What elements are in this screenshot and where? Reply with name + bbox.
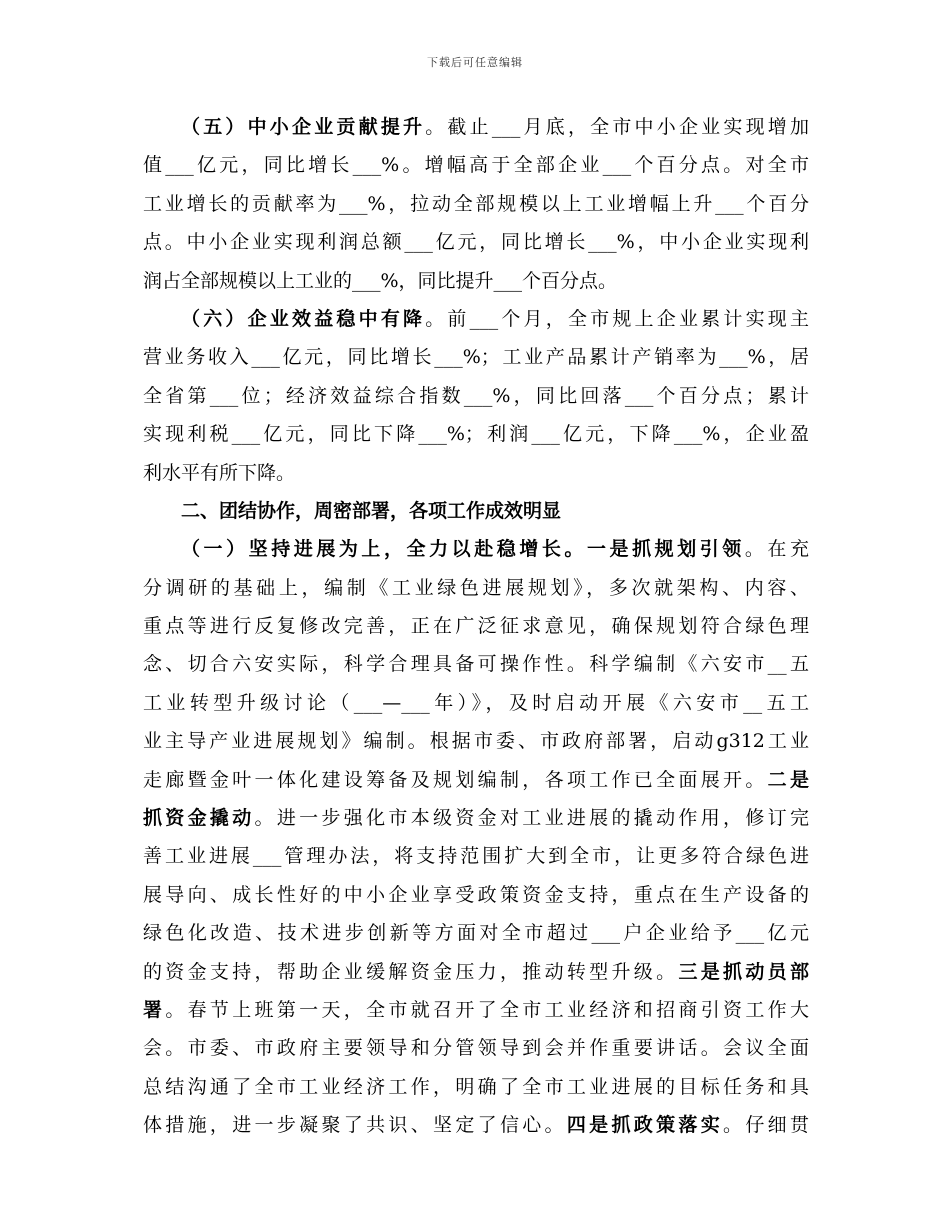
text-line [143,223,809,261]
text-segment: 总结沟通了全市工业经济工作，明确了全市工业进展的目标任务和具 [143,1075,809,1098]
text-line [143,837,809,875]
text-line [143,991,809,1029]
text-line [143,338,809,376]
page-header: 下载后可任意编辑 [427,56,523,69]
text-line [143,108,809,146]
text-line [143,876,809,914]
text-line [143,415,809,453]
text-segment: 。前___个月，全市规上企业累计实现主 [425,307,809,330]
text-segment: 业主导产业进展规划》编制。根据市委、市政府部署，启动g312工业 [143,730,809,753]
text-segment: 工业增长的贡献率为___%，拉动全部规模以上工业增幅上升___个百分 [143,192,809,215]
text-line [143,914,809,952]
bold-text-segment: （五）中小企业贡献提升 [181,116,426,138]
text-line [143,262,809,300]
text-segment: 。春节上班第一天，全市就召开了全市工业经济和招商引资工作大 [165,998,809,1021]
document-body [143,108,809,1145]
text-line [143,300,809,338]
bold-text-segment: 抓资金撬动 [143,807,255,830]
text-segment: 念、切合六安实际，科学合理具备可操作性。科学编制《六安市__五 [143,653,809,676]
text-segment: 会。市委、市政府主要领导和分管领导到会并作重要讲话。会议全面 [143,1037,809,1060]
text-segment: 的资金支持，帮助企业缓解资金压力，推动转型升级。 [143,960,679,983]
bold-text-segment: 三是抓动员部 [678,960,809,983]
text-segment: 。截止___月底，全市中小企业实现增加 [425,116,809,138]
text-segment: 全省第___位；经济效益综合指数___%，同比回落___个百分点；累计 [143,384,809,407]
bold-text-segment: 署 [143,998,166,1021]
text-line [143,1029,809,1067]
text-line [143,645,809,683]
text-line [143,953,809,991]
text-segment: 善工业进展___管理办法，将支持范围扩大到全市，让更多符合绿色进 [143,845,809,868]
bold-text-segment: 二是 [767,768,809,791]
text-line [143,1068,809,1106]
text-segment: 润占全部规模以上工业的___%，同比提升___个百分点。 [143,269,618,292]
text-line [143,492,809,530]
text-line [143,761,809,799]
text-segment: 走廊暨金叶一体化建设筹备及规划编制，各项工作已全面展开。 [143,768,768,791]
text-segment: 分调研的基础上，编制《工业绿色进展规划》，多次就架构、内容、 [143,576,809,599]
text-segment: 展导向、成长性好的中小企业享受政策资金支持，重点在生产设备的 [143,883,809,906]
text-segment: 点。中小企业实现利润总额___亿元，同比增长___%，中小企业实现利 [143,231,809,254]
text-segment: 体措施，进一步凝聚了共识、坚定了信心。 [143,1114,567,1137]
bold-text-segment: 四是抓政策落实 [566,1114,724,1137]
text-line [143,799,809,837]
text-line [143,1106,809,1144]
text-line [143,530,809,568]
text-line [143,684,809,722]
bold-text-segment: 二、团结协作，周密部署，各项工作成效明显 [181,499,562,522]
text-line [143,569,809,607]
text-segment: 。在充 [744,538,809,561]
bold-text-segment: （一）坚持进展为上，全力以赴稳增长。一是抓规划引领 [181,538,745,561]
text-segment: 实现利税___亿元，同比下降___%；利润___亿元，下降___%，企业盈 [143,423,809,446]
text-line [143,185,809,223]
text-segment: 。仔细贯 [723,1114,809,1137]
text-line [143,377,809,415]
text-segment: 营业务收入___亿元，同比增长___%；工业产品累计产销率为___%，居 [143,346,809,369]
text-segment: 工业转型升级讨论（___—___年）》，及时启动开展《六安市__五工 [143,691,809,714]
text-line [143,607,809,645]
text-segment: 。进一步强化市本级资金对工业进展的撬动作用，修订完 [254,807,809,830]
bold-text-segment: （六）企业效益稳中有降 [181,307,426,330]
text-line [143,454,809,492]
text-line [143,146,809,184]
text-segment: 绿色化改造、技术进步创新等方面对全市超过___户企业给予___亿元 [143,922,809,945]
text-segment: 重点等进行反复修改完善，正在广泛征求意见，确保规划符合绿色理 [143,615,809,638]
text-line [143,722,809,760]
text-segment: 利水平有所下降。 [143,461,296,484]
text-segment: 值___亿元，同比增长___%。增幅高于全部企业___个百分点。对全市 [143,154,809,177]
